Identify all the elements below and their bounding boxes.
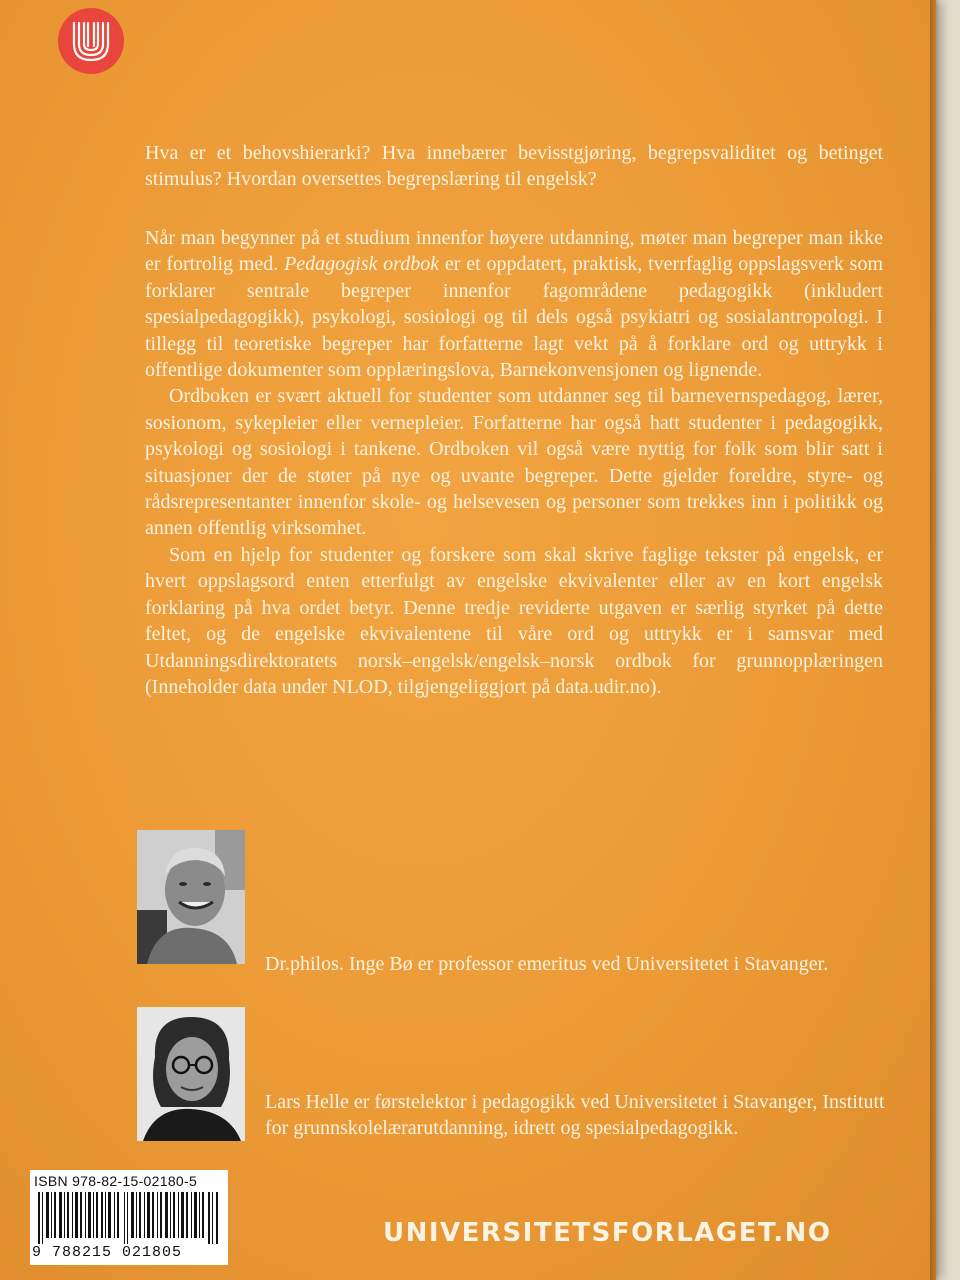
author-bio-lars-helle: Lars Helle er førstelektor i pedagogikk ved Universitetet i Stavanger, Institutt for grunnskolelærarutdanning, idrett og spesialpedagogikk. <box>265 1091 885 1139</box>
intro-questions: Hva er et behovshierarki? Hva innebærer bevisstgjøring, begrepsvaliditet og betinget stimulus? Hvordan oversettes begrepslæring til engelsk? <box>145 142 883 191</box>
barcode-digits: 9 788215 021805 <box>32 1244 183 1261</box>
spine-shadow <box>930 0 940 1280</box>
author-photo-inge-bo <box>137 830 245 964</box>
isbn-barcode <box>30 1170 228 1265</box>
publisher-logo-icon <box>58 8 124 74</box>
description-body <box>145 225 883 700</box>
paragraph-2: Ordboken er svært aktuell for studenter som utdanner seg til barnevernspedagog, lærer, sosionom, sykepleier eller vernepleier. Forfatterne har også hatt studenter i pedagogikk, psykologi og sosiologi i tankene. Ordboken vil også være nyttig for folk som blir satt i situasjoner der de støter på nye og uvante begreper. Dette gjelder foreldre, styre- og rådsrepresentanter innenfor skole- og helsevesen og personer som trekkes inn i politikk og annen offentlig virksomhet. <box>145 385 883 540</box>
barcode-bars-icon <box>38 1192 220 1244</box>
author-photo-lars-helle <box>137 1007 245 1141</box>
author-bio-inge-bo: Dr.philos. Inge Bø er professor emeritus ved Universitetet i Stavanger. <box>265 953 829 975</box>
paragraph-1: Når man begynner på et studium innenfor høyere utdanning, møter man begreper man ikke er fortrolig med. Pedagogisk ordbok er et oppdatert, praktisk, tverrfaglig oppslagsverk som forklarer sentrale begreper innenfor fagområdene pedagogikk (inkludert spesialpedagogikk), psykologi, sosiologi og til dels også psykiatri og sosialantropologi. I tillegg til teoretiske begreper har forfatterne lagt vekt på å forklare ord og uttrykk i offentlige dokumenter som opplæringslova, Barnekonvensjonen og lignende. <box>145 227 883 382</box>
publisher-url: UNIVERSITETSFORLAGET.NO <box>383 1218 832 1248</box>
book-title-italic: Pedagogisk ordbok <box>284 253 440 276</box>
isbn-label: ISBN 978-82-15-02180-5 <box>34 1173 198 1189</box>
paragraph-3: Som en hjelp for studenter og forskere som skal skrive faglige tekster på engelsk, er hvert oppslagsord enten etterfulgt av engelske ekvivalenter eller av en kort engelsk forklaring på hva ordet betyr. Denne tredje reviderte utgaven er særlig styrket på dette feltet, og de engelske ekvivalentene til våre ord og uttrykk er i samsvar med Utdanningsdirektoratets norsk–engelsk/engelsk–norsk ordbok for grunnopplæringen (Inneholder data under NLOD, tilgjengeliggjort på data.udir.no). <box>145 543 883 698</box>
